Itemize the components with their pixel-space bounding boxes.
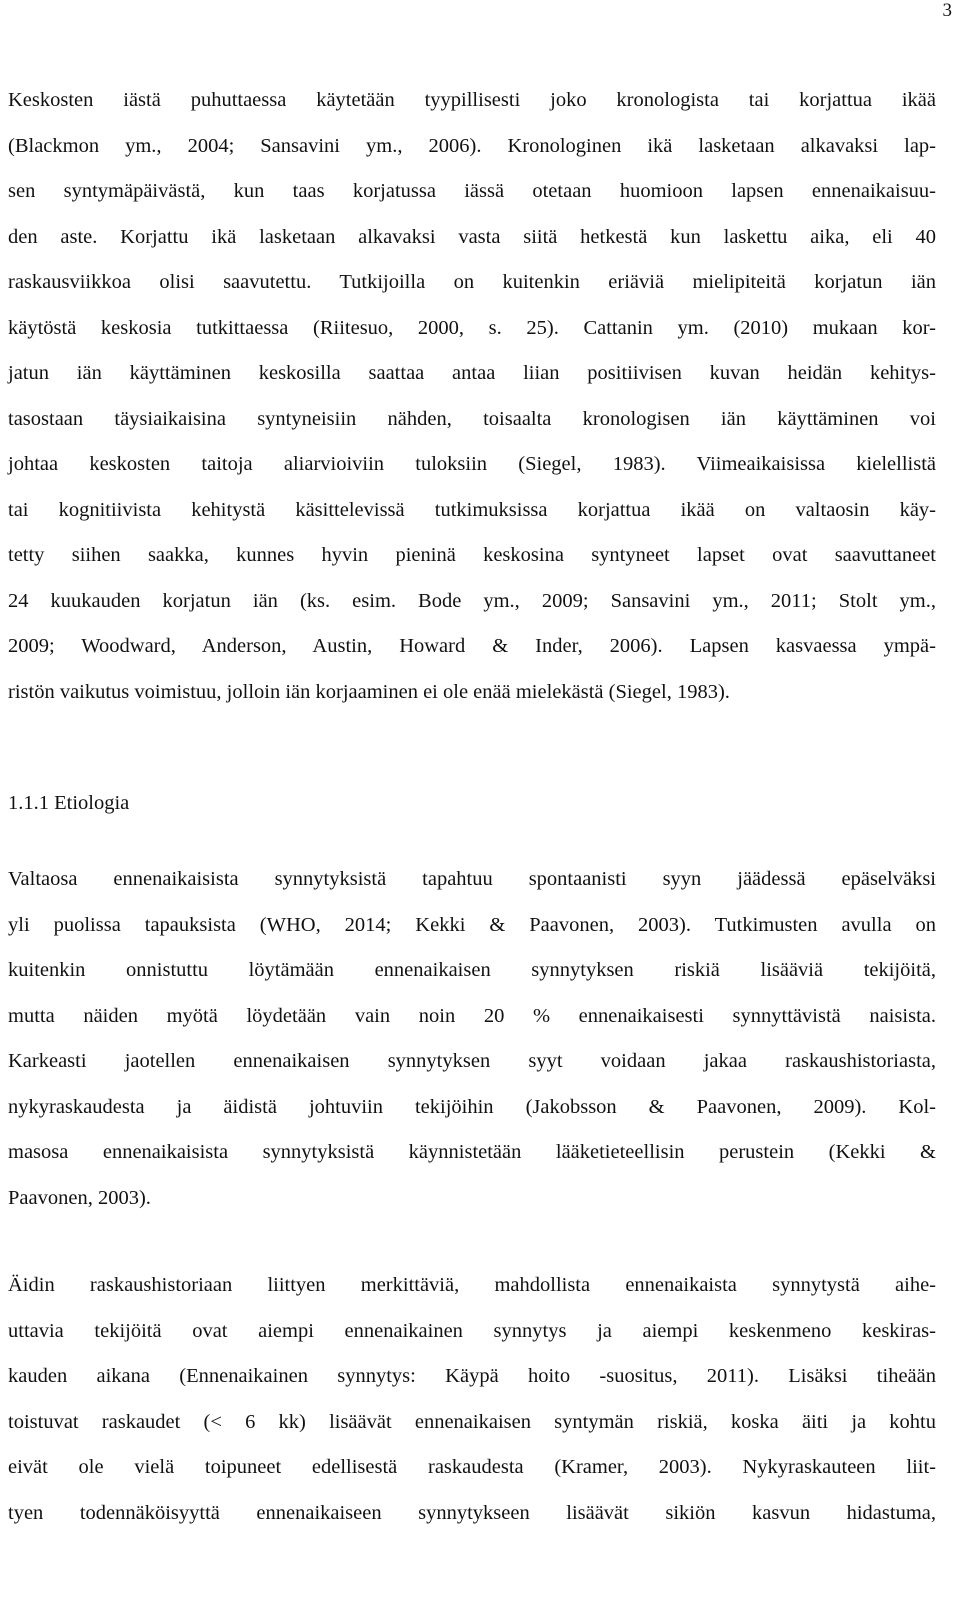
text-line: Keskosten iästä puhuttaessa käytetään tyypillisesti joko kronologista tai korjattua ikää: [8, 89, 936, 111]
text-line: tasostaan täysiaikaisina syntyneisiin nähden, toisaalta kronologisen iän käyttäminen voi: [8, 407, 936, 430]
text-line: 24 kuukauden korjatun iän (ks. esim. Bode ym., 2009; Sansavini ym., 2011; Stolt ym.,: [8, 589, 936, 612]
text-line: tyen todennäköisyyttä ennenaikaiseen synnytykseen lisäävät sikiön kasvun hidastuma,: [8, 1501, 936, 1524]
text-line: eivät ole vielä toipuneet edellisestä raskaudesta (Kramer, 2003). Nykyraskauteen liit-: [8, 1456, 936, 1478]
text-line: 2009; Woodward, Anderson, Austin, Howard & Inder, 2006). Lapsen kasvaessa ympä-: [8, 635, 936, 657]
text-line: johtaa keskosten taitoja aliarvioiviin tuloksiin (Siegel, 1983). Viimeaikaisissa kielellistä: [8, 453, 936, 475]
text-line: masosa ennenaikaisista synnytyksistä käynnistetään lääketieteellisin perustein (Kekki &: [8, 1141, 936, 1163]
text-line: Karkeasti jaotellen ennenaikaisen synnytyksen syyt voidaan jakaa raskaushistoriasta,: [8, 1050, 936, 1072]
text-line: raskausviikkoa olisi saavutettu. Tutkijoilla on kuitenkin eriäviä mielipiteitä korjatun iän: [8, 271, 936, 293]
text-line: uttavia tekijöitä ovat aiempi ennenaikainen synnytys ja aiempi keskenmeno keskiras-: [8, 1319, 936, 1342]
text-line: mutta näiden myötä löydetään vain noin 20 % ennenaikaisesti synnyttävistä naisista.: [8, 1004, 936, 1027]
text-line: kuitenkin onnistuttu löytämään ennenaikaisen synnytyksen riskiä lisääviä tekijöitä,: [8, 959, 936, 981]
text-line: (Blackmon ym., 2004; Sansavini ym., 2006). Kronologinen ikä lasketaan alkavaksi lap-: [8, 134, 936, 157]
text-line: jatun iän käyttäminen keskosilla saattaa antaa liian positiivisen kuvan heidän kehitys-: [8, 362, 936, 384]
text-line: toistuvat raskaudet (< 6 kk) lisäävät ennenaikaisen syntymän riskiä, koska äiti ja kohtu: [8, 1410, 936, 1433]
document-body: [8, 78, 936, 1536]
text-line: tai kognitiivista kehitystä käsittelevissä tutkimuksissa korjattua ikää on valtaosin käy-: [8, 498, 936, 521]
paragraph-pregnancy-history: [8, 1263, 936, 1536]
text-line: ristön vaikutus voimistuu, jolloin iän korjaaminen ei ole enää mielekästä (Siegel, 1983).: [8, 680, 730, 703]
page-number: 3: [942, 0, 952, 21]
text-line: Äidin raskaushistoriaan liittyen merkittäviä, mahdollista ennenaikaista synnytystä aihe-: [8, 1274, 936, 1296]
text-line: den aste. Korjattu ikä lasketaan alkavaksi vasta siitä hetkestä kun laskettu aika, eli 40: [8, 225, 936, 248]
text-line: käytöstä keskosia tutkittaessa (Riitesuo, 2000, s. 25). Cattanin ym. (2010) mukaan kor-: [8, 316, 936, 339]
paragraph-corrected-age: [8, 78, 936, 715]
text-line: yli puolissa tapauksista (WHO, 2014; Kekki & Paavonen, 2003). Tutkimusten avulla on: [8, 913, 936, 936]
text-line: kauden aikana (Ennenaikainen synnytys: Käypä hoito -suositus, 2011). Lisäksi tiheään: [8, 1365, 936, 1387]
text-line: sen syntymäpäivästä, kun taas korjatussa iässä otetaan huomioon lapsen ennenaikaisuu-: [8, 180, 936, 202]
text-line: Valtaosa ennenaikaisista synnytyksistä tapahtuu spontaanisti syyn jäädessä epäselväksi: [8, 868, 936, 890]
section-heading: 1.1.1 Etiologia: [8, 792, 130, 814]
paragraph-etiology: [8, 857, 936, 1221]
text-line: Paavonen, 2003).: [8, 1186, 151, 1209]
text-line: nykyraskaudesta ja äidistä johtuviin tekijöihin (Jakobsson & Paavonen, 2009). Kol-: [8, 1095, 936, 1118]
text-line: tetty siihen saakka, kunnes hyvin pieninä keskosina syntyneet lapset ovat saavuttaneet: [8, 544, 936, 566]
